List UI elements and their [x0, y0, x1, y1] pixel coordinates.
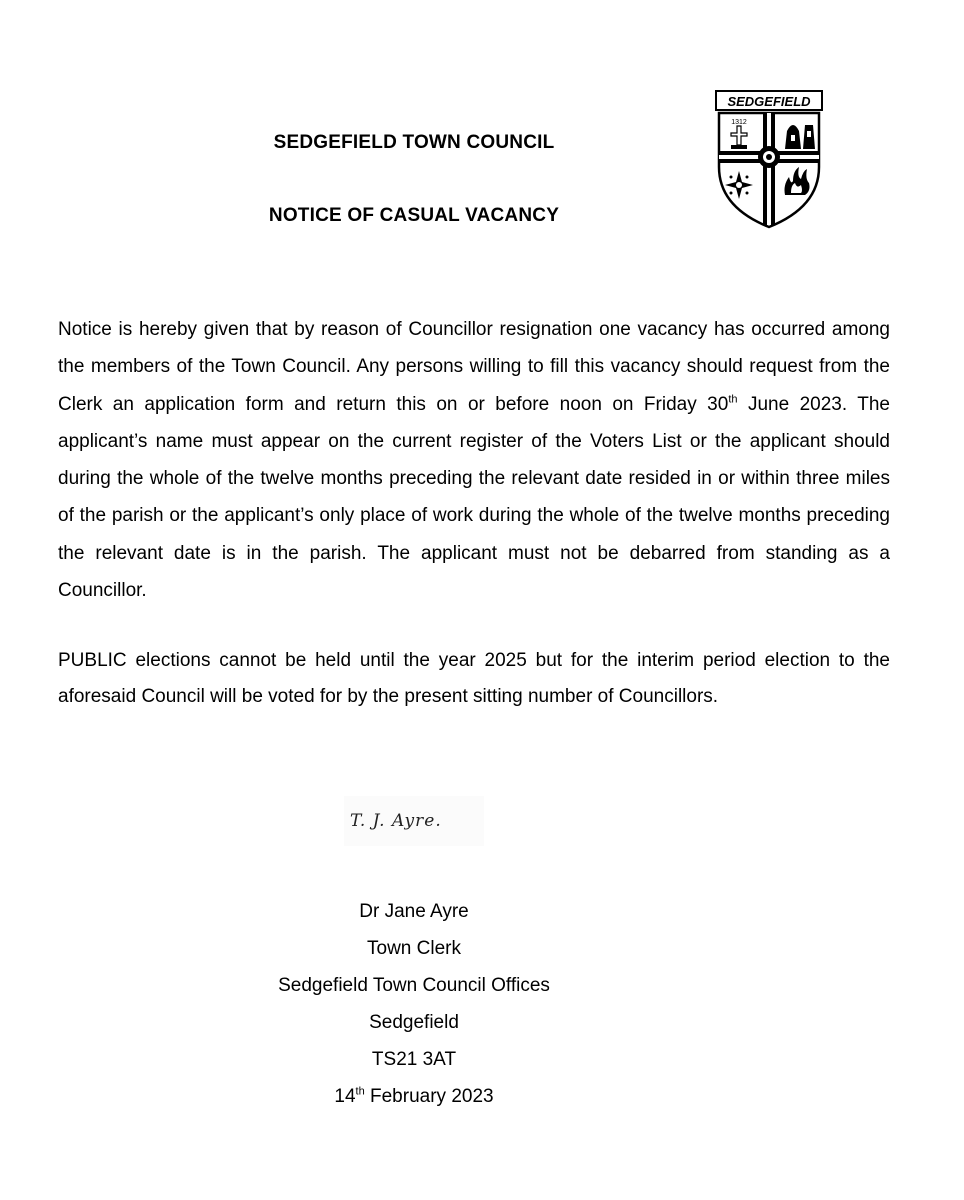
signatory-block — [200, 893, 628, 1115]
notice-date-day: 14 — [334, 1086, 356, 1107]
crest-year-text: 1312 — [731, 119, 747, 126]
notice-paragraph-1-text-b: June 2023. The applicant’s name must appear on the current register of the Voters List or the applicant should during the whole of the twelve months preceding the relevant date resided in or within three miles of the parish or the applicant’s only place of work during the whole of the twelve months preceding the relevant date is in the parish. The applicant must not be debarred from standing as a Councillor. — [58, 393, 890, 602]
council-title: SEDGEFIELD TOWN COUNCIL — [273, 132, 555, 153]
notice-date-suffix: th — [355, 1085, 365, 1098]
signatory-name: Dr Jane Ayre — [359, 901, 469, 922]
crest-banner-text: SEDGEFIELD — [727, 94, 811, 109]
ordinal-suffix: th — [728, 393, 738, 406]
signatory-town: Sedgefield — [369, 1012, 459, 1033]
signature-handwriting: T. J. Ayre. — [350, 811, 442, 831]
notice-title: NOTICE OF CASUAL VACANCY — [268, 205, 560, 226]
handwritten-signature — [344, 796, 484, 846]
signatory-role: Town Clerk — [367, 938, 461, 959]
notice-date-rest: February 2023 — [364, 1086, 494, 1107]
notice-paragraph-2: PUBLIC elections cannot be held until the year 2025 but for the interim period election to the aforesaid Council will be voted for by the present sitting number of Councillors. — [58, 650, 890, 707]
signatory-postcode: TS21 3AT — [371, 1049, 457, 1070]
notice-paragraph-1-text-a: Notice is hereby given that by reason of Councillor resignation one vacancy has occurred among the members of the Town Council. Any persons willing to fill this vacancy should request from the Clerk an application form and return this on or before noon on Friday 30 — [58, 319, 890, 415]
signatory-office: Sedgefield Town Council Offices — [278, 975, 550, 996]
signature-area — [344, 796, 484, 846]
notice-date — [200, 1078, 628, 1115]
notice-paragraph-1 — [58, 311, 890, 609]
coat-of-arms-icon — [713, 89, 825, 229]
